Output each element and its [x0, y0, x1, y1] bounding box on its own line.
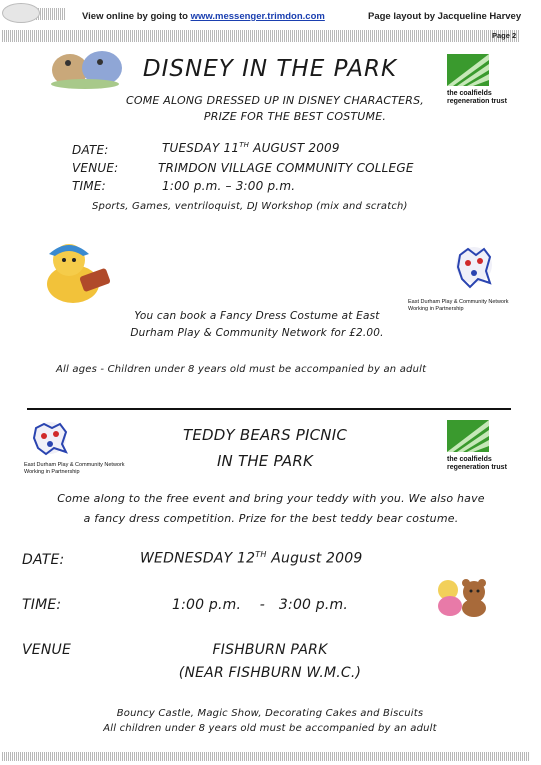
- event2-date-pre: WEDNESDAY 12: [140, 550, 256, 567]
- trust2-line2: regeneration trust: [447, 464, 507, 471]
- event2-venue-line1: FISHBURN PARK: [212, 642, 328, 658]
- event1-date-post: AUGUST 2009: [249, 141, 340, 155]
- event2-date-post: August 2009: [266, 550, 363, 567]
- section-divider: [27, 408, 511, 410]
- trust-logo-icon: [447, 54, 489, 86]
- network-logo-icon: [452, 241, 496, 295]
- event2-date-value: [140, 550, 363, 567]
- event2-date-sup: TH: [255, 550, 267, 559]
- network2-line1: East Durham Play & Community Network: [24, 462, 125, 468]
- event1-intro-line1: COME ALONG DRESSED UP IN DISNEY CHARACTERS,: [125, 94, 424, 107]
- header-page-bar: [2, 30, 520, 42]
- event1-time-label: TIME:: [72, 179, 106, 193]
- trust-line1: the coalfields: [447, 90, 492, 97]
- trust-line2: regeneration trust: [447, 98, 507, 105]
- event2-intro-line1: Come along to the free event and bring your teddy with you. We also have: [57, 492, 485, 505]
- trust-logo-icon-2: [447, 420, 489, 452]
- header-logo-oval: [2, 3, 40, 23]
- footer-stripe: [2, 752, 530, 761]
- event2-date-label: DATE:: [22, 552, 65, 568]
- online-link[interactable]: www.messenger.trimdon.com: [190, 11, 325, 22]
- event2-venue-label: VENUE: [22, 642, 71, 658]
- event2-intro-line2: a fancy dress competition. Prize for the best teddy bear costume.: [83, 512, 459, 525]
- teddy-bear-image: [428, 574, 494, 618]
- event1-time-value: 1:00 p.m. – 3:00 p.m.: [162, 179, 296, 193]
- page-label: Page 2: [492, 31, 517, 40]
- event1-date-pre: TUESDAY 11: [162, 141, 240, 155]
- coalfields-trust-logo-2: [447, 420, 519, 474]
- network2-line2: Working in Partnership: [24, 469, 80, 475]
- event1-costume-line1: You can book a Fancy Dress Costume at East: [134, 310, 380, 322]
- event1-ages: All ages - Children under 8 years old must be accompanied by an adult: [56, 364, 427, 375]
- event1-date-label: DATE:: [72, 143, 109, 157]
- event1-date-sup: TH: [239, 141, 250, 149]
- winnie-the-pooh-image: [29, 236, 115, 304]
- event1-title: DISNEY IN THE PARK: [142, 56, 398, 82]
- header-online-text: [82, 11, 325, 22]
- online-prefix: View online by going to: [82, 11, 191, 22]
- event1-activities: Sports, Games, ventriloquist, DJ Workshop (mix and scratch): [92, 201, 408, 212]
- event1-venue-label: VENUE:: [72, 161, 119, 175]
- trust2-line1: the coalfields: [447, 456, 492, 463]
- east-durham-network-logo-1: [408, 241, 528, 313]
- event1-venue-value: TRIMDON VILLAGE COMMUNITY COLLEGE: [158, 161, 414, 175]
- network-line2: Working in Partnership: [408, 306, 464, 312]
- network-line1: East Durham Play & Community Network: [408, 299, 509, 305]
- network-logo-icon-2: [28, 418, 72, 458]
- event2-time-label: TIME:: [22, 597, 62, 613]
- event1-costume-line2: Durham Play & Community Network for £2.00.: [130, 327, 384, 339]
- event2-time-value: 1:00 p.m. - 3:00 p.m.: [172, 597, 349, 613]
- layout-credit: Page layout by Jacqueline Harvey: [368, 11, 522, 22]
- event1-intro-line2: PRIZE FOR THE BEST COSTUME.: [203, 110, 387, 123]
- event2-title-line1: TEDDY BEARS PICNIC: [182, 426, 348, 444]
- event2-venue-line2: (NEAR FISHBURN W.M.C.): [178, 665, 362, 681]
- event1-date-value: [162, 141, 340, 155]
- event2-title-line2: IN THE PARK: [216, 452, 314, 470]
- event2-note: All children under 8 years old must be accompanied by an adult: [103, 723, 437, 734]
- event2-activities: Bouncy Castle, Magic Show, Decorating Cakes and Biscuits: [116, 708, 424, 719]
- disney-characters-image: [40, 48, 130, 90]
- east-durham-network-logo-2: [24, 418, 134, 490]
